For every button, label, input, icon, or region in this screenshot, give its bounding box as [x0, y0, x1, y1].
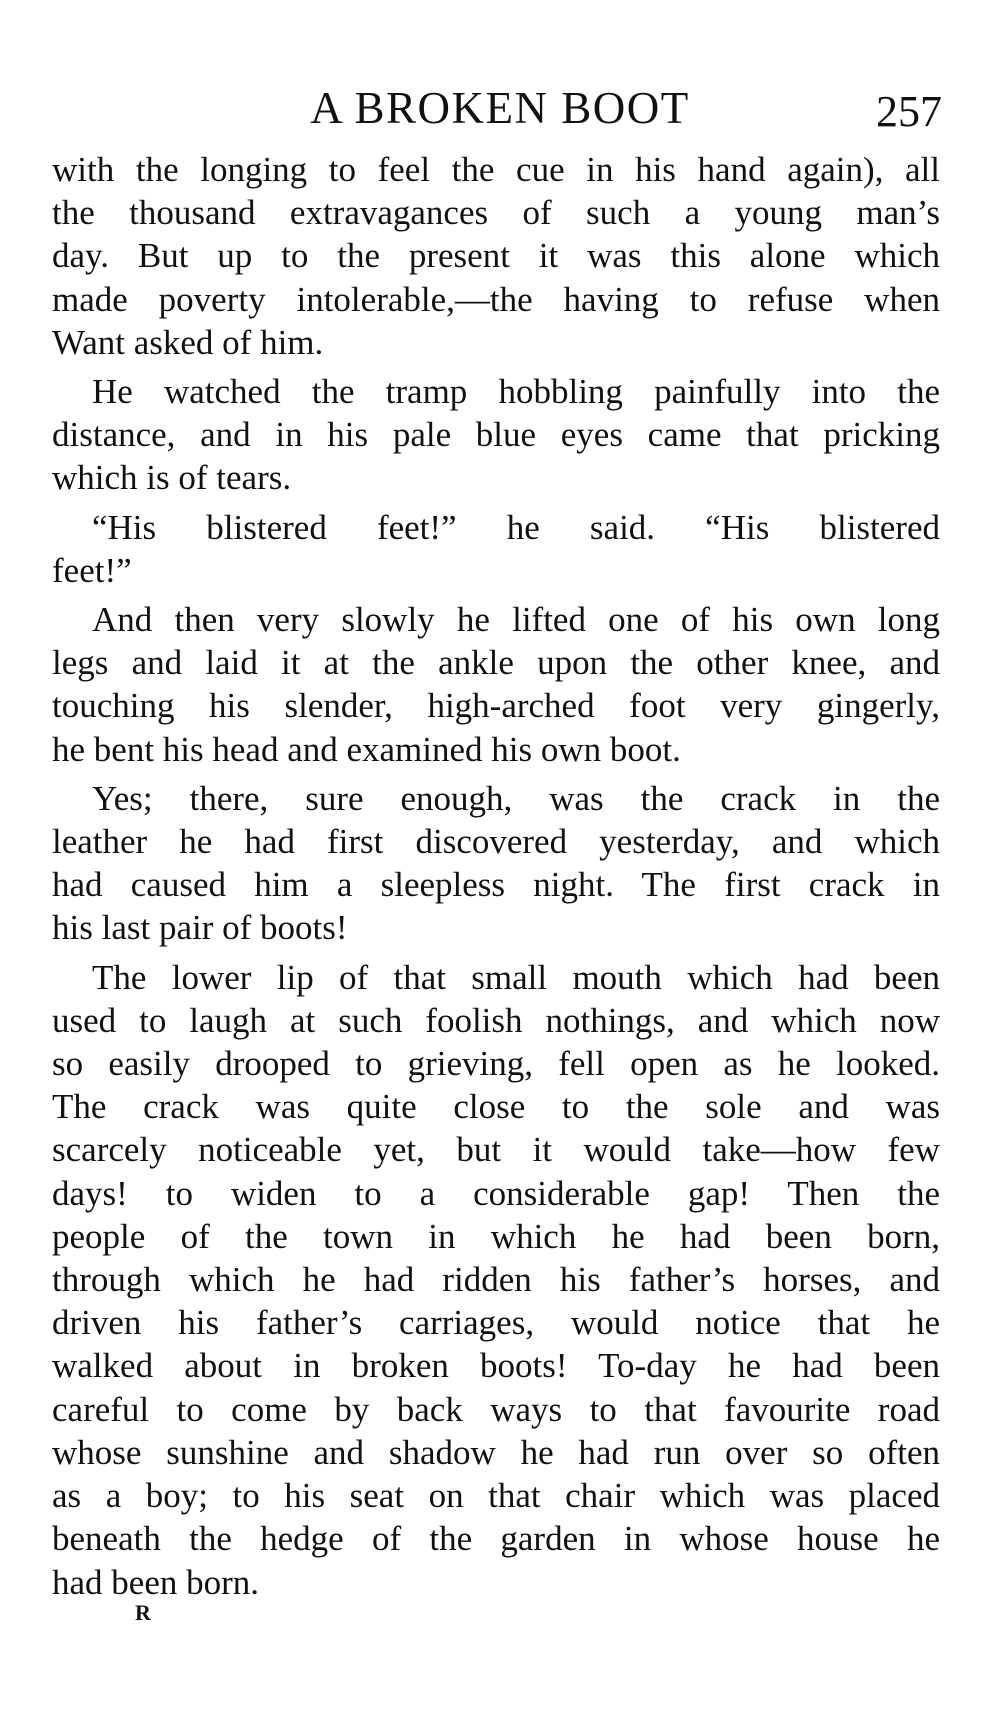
- text-line: so easily drooped to grieving, fell open as he looked.: [52, 1044, 940, 1084]
- text-line: feet!”: [52, 550, 132, 590]
- text-line: careful to come by back ways to that favourite road: [52, 1389, 940, 1429]
- running-head: [0, 78, 1000, 138]
- text-line: made poverty intolerable,—the having to refuse when: [52, 279, 940, 319]
- text-line: whose sunshine and shadow he had run over so often: [52, 1432, 940, 1472]
- text-line: Yes; there, sure enough, was the crack in the: [92, 778, 940, 818]
- paragraph-3: [52, 506, 940, 592]
- text-line: He watched the tramp hobbling painfully into the: [92, 372, 940, 412]
- text-line: with the longing to feel the cue in his hand again), all: [52, 150, 940, 189]
- paragraph-6: [52, 956, 940, 1604]
- text-line: beneath the hedge of the garden in whose house he: [52, 1519, 940, 1559]
- text-line: as a boy; to his seat on that chair which was placed: [52, 1476, 940, 1516]
- chapter-title: A BROKEN BOOT: [310, 83, 690, 133]
- text-line: through which he had ridden his father’s horses, and: [52, 1260, 940, 1300]
- text-line: day. But up to the present it was this alone which: [52, 236, 940, 276]
- text-line: days! to widen to a considerable gap! Then the: [52, 1173, 940, 1213]
- page-number: 257: [876, 87, 942, 136]
- text-line: walked about in broken boots! To-day he had been: [52, 1346, 940, 1386]
- paragraph-2: [52, 370, 940, 500]
- signature-mark: R: [135, 1600, 152, 1625]
- body-text: [52, 148, 940, 1610]
- text-line: scarcely noticeable yet, but it would take—how few: [52, 1130, 940, 1170]
- text-line: used to laugh at such foolish nothings, and which now: [52, 1000, 940, 1040]
- text-line: The lower lip of that small mouth which had been: [92, 957, 940, 997]
- text-line: leather he had first discovered yesterday, and which: [52, 822, 940, 862]
- text-line: he bent his head and examined his own boot.: [52, 729, 681, 769]
- text-line: had been born.: [52, 1562, 260, 1602]
- text-line: And then very slowly he lifted one of his own long: [92, 600, 940, 640]
- text-line: legs and laid it at the ankle upon the other knee, and: [52, 643, 940, 683]
- text-line: his last pair of boots!: [52, 908, 348, 948]
- text-line: people of the town in which he had been born,: [52, 1216, 940, 1256]
- text-line: driven his father’s carriages, would notice that he: [52, 1303, 940, 1343]
- paragraph-4: [52, 598, 940, 771]
- text-line: Want asked of him.: [52, 322, 324, 362]
- text-line: which is of tears.: [52, 458, 292, 498]
- text-line: had caused him a sleepless night. The first crack in: [52, 865, 940, 905]
- text-line: touching his slender, high-arched foot very gingerly,: [52, 686, 940, 726]
- text-line: the thousand extravagances of such a young man’s: [52, 193, 940, 233]
- text-line: “His blistered feet!” he said. “His blistered: [92, 507, 940, 547]
- paragraph-5: [52, 777, 940, 950]
- paragraph-1: [52, 148, 940, 364]
- text-line: The crack was quite close to the sole and was: [52, 1087, 940, 1127]
- text-line: distance, and in his pale blue eyes came that pricking: [52, 415, 940, 455]
